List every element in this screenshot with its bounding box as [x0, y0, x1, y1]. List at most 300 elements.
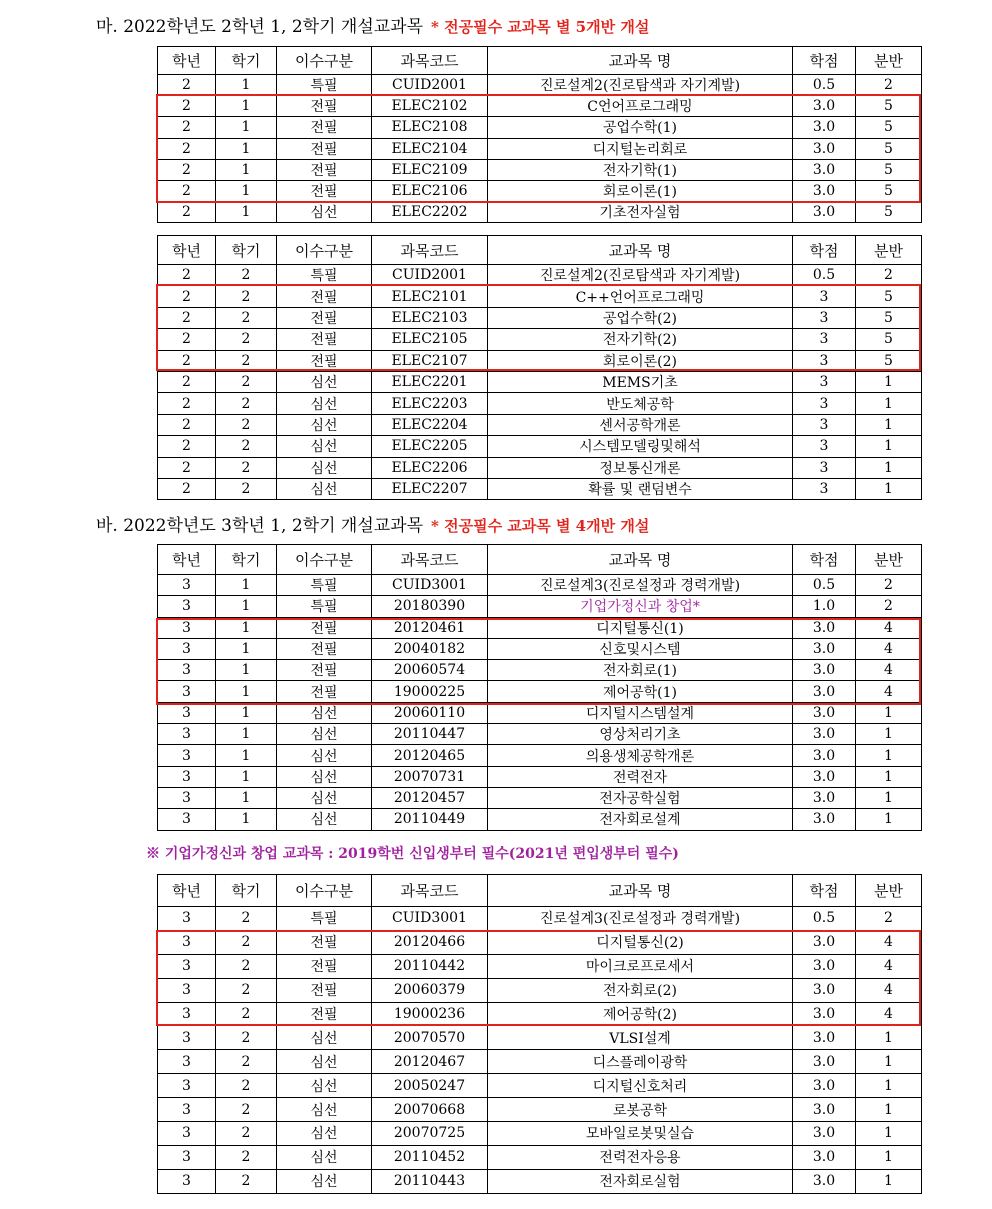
- table-cell: 3: [793, 478, 856, 499]
- table-cell: 1.0: [793, 596, 856, 617]
- table-cell: 3.0: [793, 809, 856, 830]
- table-cell: 2: [216, 1169, 277, 1193]
- table-cell: 로봇공학: [488, 1098, 793, 1122]
- table-cell: 심선: [277, 414, 372, 435]
- table-cell: 3.0: [793, 745, 856, 766]
- table-cell: 3: [793, 414, 856, 435]
- table-cell: 3: [158, 638, 216, 659]
- column-header: 학년: [158, 875, 216, 907]
- table-cell: 2: [158, 117, 216, 138]
- remark-note: ※ 기업가정신과 창업 교과목 : 2019학번 신입생부터 필수(2021년 편입생부터 필수): [146, 846, 679, 862]
- column-header: 분반: [856, 875, 922, 907]
- table-cell: 5: [856, 202, 922, 223]
- table-cell: 전필: [277, 660, 372, 681]
- table-cell: 특필: [277, 907, 372, 931]
- table-cell: 4: [856, 954, 922, 978]
- table-cell: 전필: [277, 286, 372, 307]
- column-header: 학점: [793, 236, 856, 265]
- table-cell: 5: [856, 329, 922, 350]
- table-cell: 3.0: [793, 766, 856, 787]
- table-cell: 1: [856, 787, 922, 808]
- table-row: [158, 1098, 922, 1122]
- table-cell: 3: [793, 457, 856, 478]
- table-cell: 20070668: [372, 1098, 488, 1122]
- column-header: 과목코드: [372, 875, 488, 907]
- table-cell: ELEC2106: [372, 180, 488, 201]
- table-cell: 1: [216, 724, 277, 745]
- table-cell: 2: [216, 436, 277, 457]
- table-row: [158, 478, 922, 499]
- table-cell: 3.0: [793, 1122, 856, 1146]
- table-cell: 3: [158, 681, 216, 702]
- column-header: 학년: [158, 47, 216, 75]
- table-row: [158, 1145, 922, 1169]
- section-heading-ma: [96, 12, 649, 37]
- table-row: [158, 787, 922, 808]
- table-cell: 2: [856, 75, 922, 96]
- table-cell: 3.0: [793, 1002, 856, 1026]
- table-cell: 심선: [277, 436, 372, 457]
- table-cell: 2: [856, 907, 922, 931]
- table-cell: 진로설계3(진로설정과 경력개발): [488, 907, 793, 931]
- table-cell: 심선: [277, 371, 372, 392]
- table-cell: 3: [793, 436, 856, 457]
- table-cell: ELEC2101: [372, 286, 488, 307]
- table-cell: 3.0: [793, 202, 856, 223]
- table-cell: 심선: [277, 1050, 372, 1074]
- table-row: [158, 660, 922, 681]
- table-cell: 전필: [277, 159, 372, 180]
- table-cell: 1: [216, 617, 277, 638]
- column-header: 과목코드: [372, 236, 488, 265]
- table-cell: 진로설계3(진로설정과 경력개발): [488, 575, 793, 596]
- table-cell: 2: [158, 159, 216, 180]
- table-cell: 3: [158, 1145, 216, 1169]
- table-cell: 3: [158, 596, 216, 617]
- table-cell: 3: [158, 954, 216, 978]
- table-cell: 1: [216, 809, 277, 830]
- table-cell: 5: [856, 138, 922, 159]
- table-cell: 20070570: [372, 1026, 488, 1050]
- table-cell: 4: [856, 617, 922, 638]
- section-note: * 전공필수 교과목 별 4개반 개설: [431, 517, 650, 535]
- table-row: [158, 96, 922, 117]
- table-cell: 디지털시스템설계: [488, 702, 793, 723]
- table-cell: 디지털신호처리: [488, 1074, 793, 1098]
- table-cell: 2: [158, 75, 216, 96]
- table-cell: 전필: [277, 978, 372, 1002]
- table-cell: 2: [216, 1098, 277, 1122]
- column-header: 교과목 명: [488, 545, 793, 575]
- table-cell: 2: [216, 978, 277, 1002]
- table-cell: 3.0: [793, 978, 856, 1002]
- table-cell: 5: [856, 307, 922, 328]
- table-cell: 4: [856, 978, 922, 1002]
- column-header: 이수구분: [277, 47, 372, 75]
- table-cell: 2: [216, 457, 277, 478]
- table-cell: 전자회로(1): [488, 660, 793, 681]
- column-header: 교과목 명: [488, 236, 793, 265]
- table-cell: 1: [216, 766, 277, 787]
- table-cell: 1: [856, 724, 922, 745]
- table-cell: 제어공학(1): [488, 681, 793, 702]
- table-cell: 2: [158, 202, 216, 223]
- table-cell: 디지털논리회로: [488, 138, 793, 159]
- table-cell: 심선: [277, 202, 372, 223]
- header-row: [158, 875, 922, 907]
- table-cell: 3: [158, 702, 216, 723]
- table-cell: 4: [856, 1002, 922, 1026]
- table-row: [158, 393, 922, 414]
- column-header: 학기: [216, 875, 277, 907]
- table-cell: 1: [856, 457, 922, 478]
- table-cell: 2: [158, 329, 216, 350]
- table-cell: 특필: [277, 596, 372, 617]
- table-cell: 3: [793, 350, 856, 371]
- table-row: [158, 930, 922, 954]
- table-cell: 20120461: [372, 617, 488, 638]
- table-row: [158, 307, 922, 328]
- table-cell: 5: [856, 350, 922, 371]
- column-header: 과목코드: [372, 545, 488, 575]
- table-cell: 3.0: [793, 138, 856, 159]
- table-cell: 공업수학(1): [488, 117, 793, 138]
- table-cell: 2: [158, 478, 216, 499]
- table-cell: ELEC2202: [372, 202, 488, 223]
- table-cell: 전필: [277, 681, 372, 702]
- table-cell: 19000225: [372, 681, 488, 702]
- table-cell: 3: [158, 745, 216, 766]
- table-cell: 전력전자: [488, 766, 793, 787]
- table-cell: 1: [856, 702, 922, 723]
- table-cell: 3: [158, 930, 216, 954]
- table-cell: 전자기학(2): [488, 329, 793, 350]
- table-cell: 1: [856, 1145, 922, 1169]
- table-cell: 전필: [277, 329, 372, 350]
- table-cell: 1: [856, 1122, 922, 1146]
- table-row: [158, 702, 922, 723]
- table-cell: CUID2001: [372, 265, 488, 286]
- table-cell: CUID3001: [372, 907, 488, 931]
- table-cell: 심선: [277, 745, 372, 766]
- table-cell: 1: [216, 75, 277, 96]
- table-cell: 20110452: [372, 1145, 488, 1169]
- table-cell: 1: [216, 117, 277, 138]
- table-cell: 전력전자응용: [488, 1145, 793, 1169]
- table-cell: 3: [158, 660, 216, 681]
- table-cell: 3.0: [793, 1169, 856, 1193]
- table-cell: 1: [856, 1074, 922, 1098]
- table-cell: ELEC2108: [372, 117, 488, 138]
- table-cell: 회로이론(2): [488, 350, 793, 371]
- table-cell: 2: [216, 414, 277, 435]
- header-row: [158, 236, 922, 265]
- table-cell: 2: [216, 1026, 277, 1050]
- table-cell: 20110442: [372, 954, 488, 978]
- table-cell: 2: [856, 596, 922, 617]
- table-cell: MEMS기초: [488, 371, 793, 392]
- table-cell: 3.0: [793, 681, 856, 702]
- table-cell: ELEC2207: [372, 478, 488, 499]
- table-cell: ELEC2206: [372, 457, 488, 478]
- course-table-3-2: [157, 874, 922, 1194]
- table-row: [158, 596, 922, 617]
- table-cell: 3.0: [793, 617, 856, 638]
- table-cell: 심선: [277, 809, 372, 830]
- table-cell: 2: [216, 286, 277, 307]
- table-cell: 3: [158, 809, 216, 830]
- table-cell: 진로설계2(진로탐색과 자기계발): [488, 75, 793, 96]
- table-cell: 1: [216, 202, 277, 223]
- table-cell: 특필: [277, 75, 372, 96]
- table-cell: 1: [856, 371, 922, 392]
- table-row: [158, 457, 922, 478]
- table-cell: 심선: [277, 1122, 372, 1146]
- table-cell: 3: [793, 393, 856, 414]
- table-cell: 2: [216, 307, 277, 328]
- table-cell: 1: [216, 159, 277, 180]
- table-cell: 영상처리기초: [488, 724, 793, 745]
- table-cell: 심선: [277, 1098, 372, 1122]
- table-cell: 20120466: [372, 930, 488, 954]
- table-cell: 2: [216, 393, 277, 414]
- table-cell: 제어공학(2): [488, 1002, 793, 1026]
- table-row: [158, 1002, 922, 1026]
- table-cell: 심선: [277, 1145, 372, 1169]
- table-row: [158, 1169, 922, 1193]
- table-cell: 20110447: [372, 724, 488, 745]
- table-cell: 디지털통신(1): [488, 617, 793, 638]
- table-cell: 3.0: [793, 1026, 856, 1050]
- table-cell: 2: [216, 1074, 277, 1098]
- table-row: [158, 766, 922, 787]
- table-cell: 전자회로설계: [488, 809, 793, 830]
- table-cell: 20110443: [372, 1169, 488, 1193]
- table-cell: 3: [158, 617, 216, 638]
- table-cell: 기초전자실험: [488, 202, 793, 223]
- table-cell: 의용생체공학개론: [488, 745, 793, 766]
- table-cell: 전필: [277, 180, 372, 201]
- table-cell: 기업가정신과 창업*: [488, 596, 793, 617]
- column-header: 과목코드: [372, 47, 488, 75]
- column-header: 분반: [856, 47, 922, 75]
- table-cell: 3: [793, 286, 856, 307]
- table-cell: 3.0: [793, 96, 856, 117]
- table-cell: 3: [158, 1169, 216, 1193]
- table-cell: 전필: [277, 930, 372, 954]
- table-cell: ELEC2104: [372, 138, 488, 159]
- table-cell: 2: [216, 265, 277, 286]
- table-row: [158, 617, 922, 638]
- table-cell: 3.0: [793, 1145, 856, 1169]
- table-cell: 1: [856, 478, 922, 499]
- table-cell: 1: [216, 745, 277, 766]
- table-cell: 5: [856, 96, 922, 117]
- table-row: [158, 286, 922, 307]
- section-note: * 전공필수 교과목 별 5개반 개설: [431, 18, 650, 36]
- table-row: [158, 350, 922, 371]
- table-cell: 1: [856, 393, 922, 414]
- table-cell: ELEC2205: [372, 436, 488, 457]
- table-cell: 시스템모델링및해석: [488, 436, 793, 457]
- table-cell: 4: [856, 930, 922, 954]
- column-header: 학점: [793, 47, 856, 75]
- table-cell: 반도체공학: [488, 393, 793, 414]
- table-cell: 전필: [277, 350, 372, 371]
- table-row: [158, 1050, 922, 1074]
- table-cell: ELEC2201: [372, 371, 488, 392]
- table-cell: 3: [158, 724, 216, 745]
- table-cell: 디지털통신(2): [488, 930, 793, 954]
- table-cell: 20120465: [372, 745, 488, 766]
- table-row: [158, 414, 922, 435]
- table-cell: 3: [158, 907, 216, 931]
- table-cell: 3: [158, 978, 216, 1002]
- table-cell: 2: [158, 307, 216, 328]
- table-cell: 심선: [277, 393, 372, 414]
- table-cell: 2: [158, 436, 216, 457]
- table-cell: 0.5: [793, 907, 856, 931]
- table-cell: 3.0: [793, 1074, 856, 1098]
- table-cell: 3: [793, 371, 856, 392]
- table-cell: 3.0: [793, 660, 856, 681]
- table-cell: 1: [216, 702, 277, 723]
- table-cell: 0.5: [793, 575, 856, 596]
- table-cell: 0.5: [793, 75, 856, 96]
- table-cell: 진로설계2(진로탐색과 자기계발): [488, 265, 793, 286]
- table-cell: 20040182: [372, 638, 488, 659]
- table-row: [158, 978, 922, 1002]
- table-cell: 신호및시스템: [488, 638, 793, 659]
- table-row: [158, 75, 922, 96]
- table-cell: 회로이론(1): [488, 180, 793, 201]
- table-cell: 심선: [277, 1026, 372, 1050]
- table-cell: 2: [216, 954, 277, 978]
- table-cell: 3: [158, 787, 216, 808]
- table-cell: 4: [856, 638, 922, 659]
- table-cell: 1: [856, 809, 922, 830]
- column-header: 교과목 명: [488, 875, 793, 907]
- table-cell: 3.0: [793, 1098, 856, 1122]
- column-header: 학기: [216, 236, 277, 265]
- table-cell: 전필: [277, 638, 372, 659]
- table-cell: 1: [856, 745, 922, 766]
- table-cell: 3: [158, 1122, 216, 1146]
- column-header: 이수구분: [277, 545, 372, 575]
- table-cell: 전필: [277, 954, 372, 978]
- table-cell: ELEC2204: [372, 414, 488, 435]
- table-cell: 3: [158, 1098, 216, 1122]
- table-cell: 4: [856, 660, 922, 681]
- table-cell: 2: [216, 478, 277, 499]
- table-row: [158, 1074, 922, 1098]
- table-cell: 심선: [277, 1074, 372, 1098]
- table-cell: 2: [216, 1050, 277, 1074]
- table-cell: 3: [793, 329, 856, 350]
- table-cell: 심선: [277, 702, 372, 723]
- table-row: [158, 638, 922, 659]
- column-header: 학년: [158, 545, 216, 575]
- table-cell: 5: [856, 117, 922, 138]
- table-row: [158, 265, 922, 286]
- table-row: [158, 436, 922, 457]
- table-cell: ELEC2203: [372, 393, 488, 414]
- table-cell: 1: [216, 96, 277, 117]
- table-cell: 심선: [277, 724, 372, 745]
- table-cell: 1: [856, 436, 922, 457]
- table-cell: ELEC2107: [372, 350, 488, 371]
- table-cell: 1: [856, 1050, 922, 1074]
- table-cell: 3: [793, 307, 856, 328]
- table-cell: 전자공학실험: [488, 787, 793, 808]
- table-cell: 1: [216, 660, 277, 681]
- table-cell: 센서공학개론: [488, 414, 793, 435]
- table-cell: 2: [158, 371, 216, 392]
- course-table-2-2: [157, 235, 922, 500]
- column-header: 학기: [216, 47, 277, 75]
- table-cell: ELEC2103: [372, 307, 488, 328]
- table-cell: 전필: [277, 117, 372, 138]
- table-cell: 심선: [277, 457, 372, 478]
- table-cell: 20060574: [372, 660, 488, 681]
- column-header: 분반: [856, 545, 922, 575]
- column-header: 분반: [856, 236, 922, 265]
- column-header: 교과목 명: [488, 47, 793, 75]
- table-row: [158, 681, 922, 702]
- table-cell: CUID2001: [372, 75, 488, 96]
- table-row: [158, 809, 922, 830]
- table-row: [158, 954, 922, 978]
- table-cell: C언어프로그래밍: [488, 96, 793, 117]
- table-cell: 1: [856, 414, 922, 435]
- table-row: [158, 329, 922, 350]
- table-cell: 19000236: [372, 1002, 488, 1026]
- table-cell: 5: [856, 286, 922, 307]
- table-cell: 심선: [277, 478, 372, 499]
- table-cell: 4: [856, 681, 922, 702]
- table-cell: VLSI설계: [488, 1026, 793, 1050]
- table-cell: 전필: [277, 96, 372, 117]
- table-cell: 3.0: [793, 702, 856, 723]
- column-header: 이수구분: [277, 875, 372, 907]
- header-row: [158, 545, 922, 575]
- table-cell: 3.0: [793, 1050, 856, 1074]
- table-cell: 20180390: [372, 596, 488, 617]
- table-cell: 20060110: [372, 702, 488, 723]
- table-cell: 2: [158, 138, 216, 159]
- table-cell: 모바일로봇및실습: [488, 1122, 793, 1146]
- table-cell: 2: [216, 350, 277, 371]
- table-cell: 3: [158, 1074, 216, 1098]
- table-cell: 2: [216, 371, 277, 392]
- table-cell: 2: [158, 180, 216, 201]
- table-cell: 2: [158, 265, 216, 286]
- table-cell: 20070725: [372, 1122, 488, 1146]
- column-header: 학점: [793, 875, 856, 907]
- table-cell: 특필: [277, 265, 372, 286]
- table-cell: 마이크로프로세서: [488, 954, 793, 978]
- section-heading-ba: [96, 511, 649, 536]
- header-row: [158, 47, 922, 75]
- table-row: [158, 180, 922, 201]
- table-cell: 심선: [277, 766, 372, 787]
- table-cell: 1: [856, 766, 922, 787]
- table-cell: 3.0: [793, 180, 856, 201]
- table-cell: 2: [216, 329, 277, 350]
- table-cell: 3: [158, 1002, 216, 1026]
- table-cell: 1: [856, 1098, 922, 1122]
- section-title: 바. 2022학년도 3학년 1, 2학기 개설교과목: [96, 516, 424, 536]
